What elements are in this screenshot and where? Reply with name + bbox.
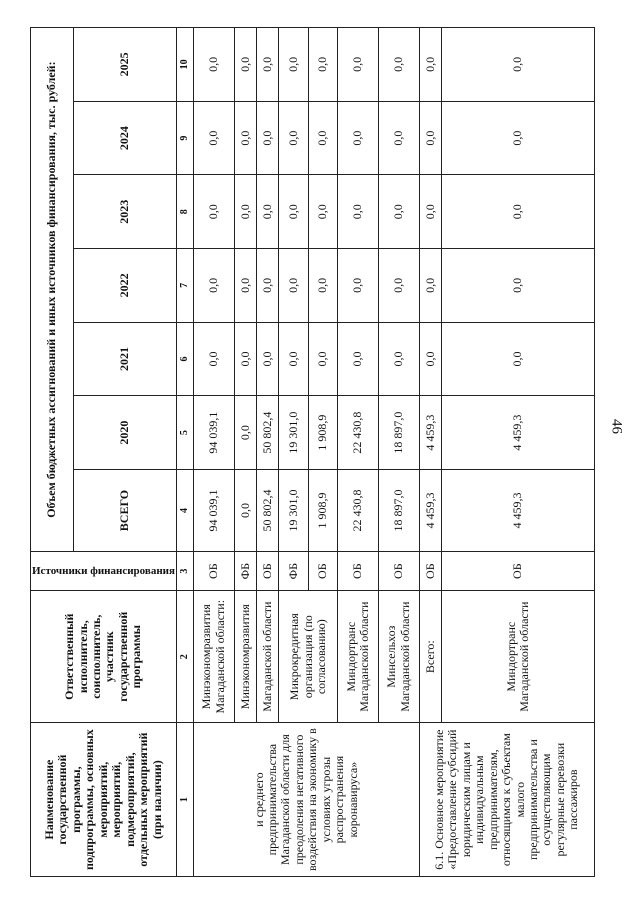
value-cell: 19 301,0 <box>279 396 308 470</box>
responsible-cell: Магаданской области <box>256 591 278 723</box>
header-year: 2022 <box>73 249 176 323</box>
source-cell: ОБ <box>193 552 234 591</box>
value-cell: 0,0 <box>279 175 308 249</box>
value-cell: 0,0 <box>234 322 256 396</box>
value-cell: 0,0 <box>193 249 234 323</box>
value-cell: 0,0 <box>378 322 419 396</box>
value-cell: 0,0 <box>234 249 256 323</box>
value-cell: 94 039,1 <box>193 469 234 551</box>
header-year: 2023 <box>73 175 176 249</box>
value-cell: 94 039,1 <box>193 396 234 470</box>
value-cell: 0,0 <box>279 322 308 396</box>
value-cell: 0,0 <box>234 396 256 470</box>
value-cell: 50 802,4 <box>256 396 278 470</box>
table-row <box>419 28 441 877</box>
value-cell: 0,0 <box>419 175 441 249</box>
value-cell: 0,0 <box>338 175 379 249</box>
source-cell: ФБ <box>234 552 256 591</box>
source-cell: ОБ <box>419 552 441 591</box>
value-cell: 0,0 <box>419 28 441 102</box>
value-cell: 0,0 <box>234 175 256 249</box>
value-cell: 0,0 <box>338 322 379 396</box>
value-cell: 19 301,0 <box>279 469 308 551</box>
value-cell: 4 459,3 <box>419 469 441 551</box>
column-number: 3 <box>176 552 193 591</box>
value-cell: 4 459,3 <box>442 469 595 551</box>
header-year: 2025 <box>73 28 176 102</box>
source-cell: ОБ <box>338 552 379 591</box>
value-cell: 0,0 <box>442 28 595 102</box>
value-cell: 22 430,8 <box>338 469 379 551</box>
value-cell: 0,0 <box>338 101 379 175</box>
value-cell: 0,0 <box>442 175 595 249</box>
header-total: ВСЕГО <box>73 469 176 551</box>
value-cell: 0,0 <box>256 249 278 323</box>
value-cell: 0,0 <box>338 28 379 102</box>
value-cell: 0,0 <box>256 28 278 102</box>
column-number: 10 <box>176 28 193 102</box>
column-number-row <box>176 28 193 877</box>
source-cell: ОБ <box>308 552 337 591</box>
value-cell: 0,0 <box>308 322 337 396</box>
responsible-cell: Минсельхоз Магаданской области <box>378 591 419 723</box>
value-cell: 1 908,9 <box>308 396 337 470</box>
header-year: 2021 <box>73 322 176 396</box>
source-cell: ОБ <box>256 552 278 591</box>
column-number: 9 <box>176 101 193 175</box>
responsible-cell: Всего: <box>419 591 441 723</box>
value-cell: 22 430,8 <box>338 396 379 470</box>
header-responsible: Ответственный исполнитель, соисполнитель, участник государственной программы <box>31 591 177 723</box>
value-cell: 0,0 <box>308 101 337 175</box>
financing-table <box>30 27 595 877</box>
header-sources: Источники финансирования <box>31 552 177 591</box>
value-cell: 0,0 <box>308 249 337 323</box>
program-name-cell: и среднего предпринимательства Магаданской области для преодоления негативного воздействия на экономику в условиях угрозы распространения коронавируса» <box>193 723 419 877</box>
source-cell: ФБ <box>279 552 308 591</box>
responsible-cell: Микрокредитная организация (по согласованию) <box>279 591 338 723</box>
header-row-1 <box>31 28 74 877</box>
value-cell: 0,0 <box>338 249 379 323</box>
value-cell: 4 459,3 <box>419 396 441 470</box>
value-cell: 0,0 <box>419 249 441 323</box>
value-cell: 0,0 <box>308 28 337 102</box>
value-cell: 0,0 <box>256 322 278 396</box>
value-cell: 0,0 <box>193 101 234 175</box>
rotated-table-wrapper <box>30 27 595 877</box>
value-cell: 0,0 <box>234 28 256 102</box>
value-cell: 18 897,0 <box>378 469 419 551</box>
responsible-cell: Минэкономразвития <box>234 591 256 723</box>
header-volume: Объем бюджетных ассигнований и иных источников финансирования, тыс. рублей: <box>31 28 74 552</box>
value-cell: 4 459,3 <box>442 396 595 470</box>
value-cell: 0,0 <box>279 249 308 323</box>
value-cell: 18 897,0 <box>378 396 419 470</box>
header-year: 2020 <box>73 396 176 470</box>
value-cell: 0,0 <box>378 28 419 102</box>
value-cell: 0,0 <box>234 101 256 175</box>
value-cell: 0,0 <box>193 28 234 102</box>
value-cell: 0,0 <box>279 28 308 102</box>
value-cell: 0,0 <box>234 469 256 551</box>
value-cell: 1 908,9 <box>308 469 337 551</box>
responsible-cell: Миндортранс Магаданской области <box>442 591 595 723</box>
value-cell: 0,0 <box>193 175 234 249</box>
header-name: Наименование государственной программы, подпрограммы, основных мероприятий, мероприятий, подмероприятий, отдельных мероприятий (при наличии) <box>31 723 177 877</box>
value-cell: 0,0 <box>442 101 595 175</box>
value-cell: 0,0 <box>308 175 337 249</box>
value-cell: 0,0 <box>419 101 441 175</box>
value-cell: 0,0 <box>378 101 419 175</box>
table-row <box>193 28 234 877</box>
responsible-cell: Миндортранс Магаданской области <box>338 591 379 723</box>
page-number: 46 <box>608 419 625 434</box>
program-name-cell: 6.1. Основное мероприятие «Предоставление субсидий юридическим лицам и индивидуальным предпринимателям, относящимся к субъектам малого предпринимательства и осуществляющим регулярные перевозки пассажиров <box>419 723 594 877</box>
responsible-cell: Минэкономразвития Магаданской области: <box>193 591 234 723</box>
value-cell: 0,0 <box>419 322 441 396</box>
column-number: 2 <box>176 591 193 723</box>
value-cell: 0,0 <box>378 175 419 249</box>
value-cell: 0,0 <box>256 175 278 249</box>
column-number: 7 <box>176 249 193 323</box>
column-number: 8 <box>176 175 193 249</box>
column-number: 5 <box>176 396 193 470</box>
value-cell: 50 802,4 <box>256 469 278 551</box>
value-cell: 0,0 <box>279 101 308 175</box>
header-year: 2024 <box>73 101 176 175</box>
column-number: 4 <box>176 469 193 551</box>
value-cell: 0,0 <box>193 322 234 396</box>
value-cell: 0,0 <box>378 249 419 323</box>
column-number: 6 <box>176 322 193 396</box>
value-cell: 0,0 <box>256 101 278 175</box>
source-cell: ОБ <box>442 552 595 591</box>
value-cell: 0,0 <box>442 249 595 323</box>
source-cell: ОБ <box>378 552 419 591</box>
value-cell: 0,0 <box>442 322 595 396</box>
column-number: 1 <box>176 723 193 877</box>
